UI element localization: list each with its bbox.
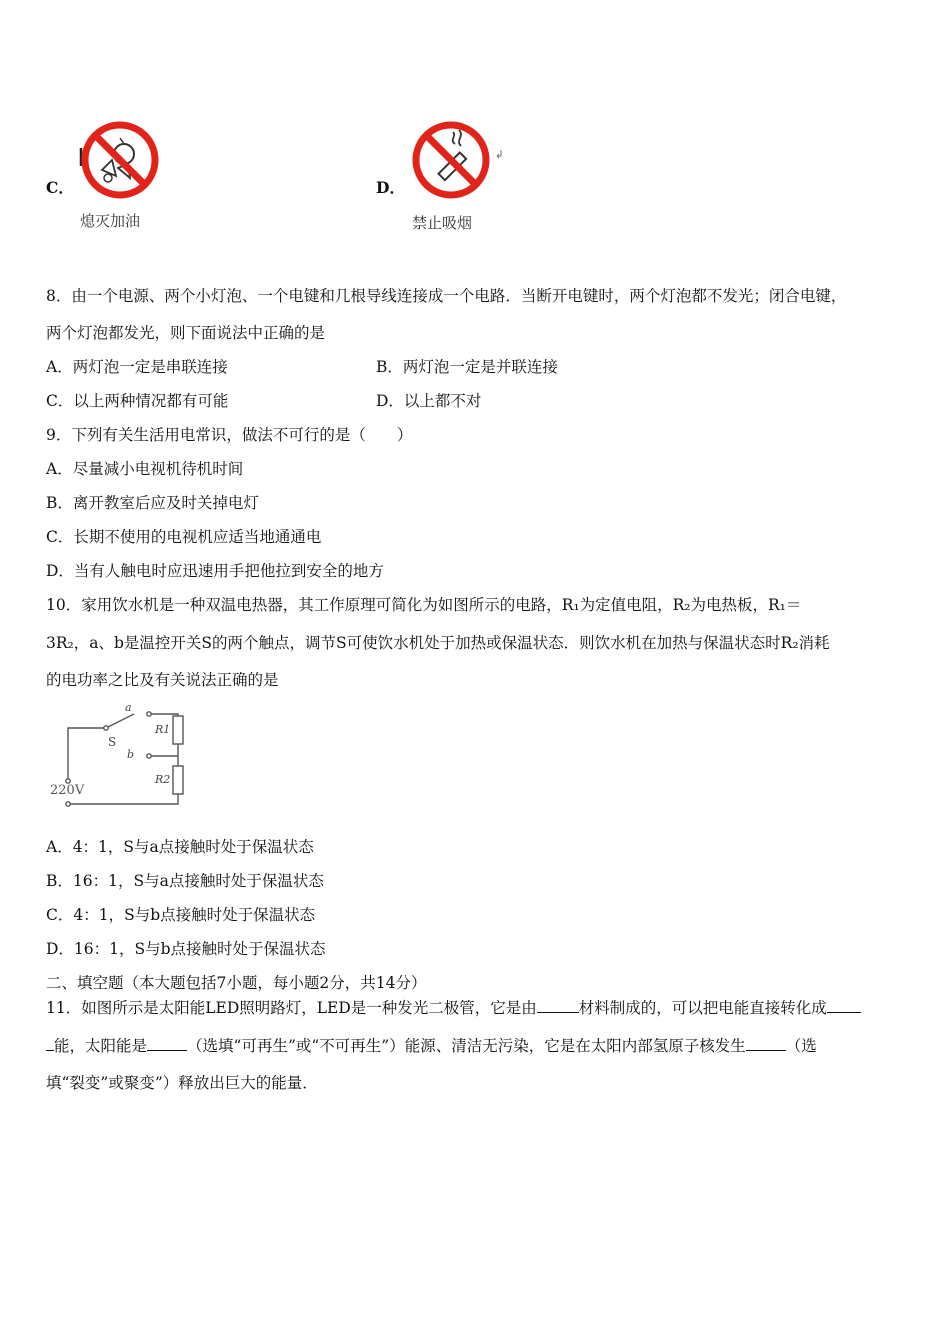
q11-part6: 填“裂变”或聚变”）释放出巨大的能量． xyxy=(46,1074,318,1092)
q9-stem: 9．下列有关生活用电常识，做法不可行的是（ ） xyxy=(46,426,413,444)
q7-option-d-caption: 禁止吸烟 xyxy=(412,214,473,232)
q9-option-c: C．长期不使用的电视机应适当地通通电 xyxy=(46,528,322,546)
q8-stem-line2: 两个灯泡都发光，则下面说法中正确的是 xyxy=(46,324,326,342)
q9-option-d: D．当有人触电时应迅速用手把他拉到安全的地方 xyxy=(46,562,384,580)
q7-option-c-caption: 熄灭加油 xyxy=(80,212,141,230)
section2-heading: 二、填空题（本大题包括7小题，每小题2分，共14分） xyxy=(46,974,427,992)
q8-option-b: B．两灯泡一定是并联连接 xyxy=(376,358,558,376)
q10-option-b: B．16：1，S与a点接触时处于保温状态 xyxy=(46,872,324,890)
q9-option-b: B．离开教室后应及时关掉电灯 xyxy=(46,494,259,512)
q11-blank-4[interactable] xyxy=(746,1036,786,1051)
q11-part5: （选 xyxy=(785,1037,817,1055)
circuit-label-r2: R2 xyxy=(155,773,171,786)
circuit-diagram xyxy=(46,700,196,816)
q11-part3: 能，太阳能是 xyxy=(54,1037,148,1055)
q8-stem-line1: 8．由一个电源、两个小灯泡、一个电键和几根导线连接成一个电路．当断开电键时，两个灯泡都不发光；闭合电键， xyxy=(46,287,847,305)
q11-part4: （选填“可再生”或“不可再生”）能源、清洁无污染，它是在太阳内部氢原子核发生 xyxy=(187,1037,746,1055)
circuit-label-b: b xyxy=(127,748,135,761)
q7-option-d-label: D． xyxy=(376,178,405,197)
q11-part2: 材料制成的，可以把电能直接转化成 xyxy=(578,999,827,1017)
q10-stem-line3: 的电功率之比及有关说法正确的是 xyxy=(46,671,279,689)
q11-blank-2a[interactable] xyxy=(827,998,861,1013)
q8-option-a: A．两灯泡一定是串联连接 xyxy=(46,358,228,376)
no-smoking-sign-icon xyxy=(411,118,507,208)
circuit-label-r1: R1 xyxy=(155,723,171,736)
q10-option-c: C．4：1，S与b点接触时处于保温状态 xyxy=(46,906,316,924)
circuit-label-a: a xyxy=(125,701,132,714)
no-fire-sign-icon xyxy=(78,118,162,208)
q7-option-c-label: C． xyxy=(46,178,74,197)
q11-part1: 11．如图所示是太阳能LED照明路灯，LED是一种发光二极管，它是由 xyxy=(46,999,537,1017)
q11-blank-3[interactable] xyxy=(147,1036,187,1051)
circuit-label-s: S xyxy=(108,735,117,749)
q10-stem-line2: 3R₂，a、b是温控开关S的两个触点，调节S可使饮水机处于加热或保温状态．则饮水机在加热与保温状态时R₂消耗 xyxy=(46,634,830,652)
q10-stem-line1: 10．家用饮水机是一种双温电热器，其工作原理可简化为如图所示的电路，R₁为定值电阻，R₂为电热板，R₁＝ xyxy=(46,596,802,614)
q11-blank-2b[interactable] xyxy=(46,1036,54,1051)
q10-option-d: D．16：1，S与b点接触时处于保温状态 xyxy=(46,940,326,958)
q11-line1 xyxy=(46,998,861,1018)
q9-option-a: A．尽量减小电视机待机时间 xyxy=(46,460,244,478)
circuit-label-voltage: 220V xyxy=(50,783,85,798)
q10-option-a: A．4：1，S与a点接触时处于保温状态 xyxy=(46,838,314,856)
q11-blank-1[interactable] xyxy=(537,998,579,1013)
q8-option-d: D．以上都不对 xyxy=(376,392,482,410)
q11-line2 xyxy=(46,1036,817,1056)
q8-option-c: C．以上两种情况都有可能 xyxy=(46,392,229,410)
